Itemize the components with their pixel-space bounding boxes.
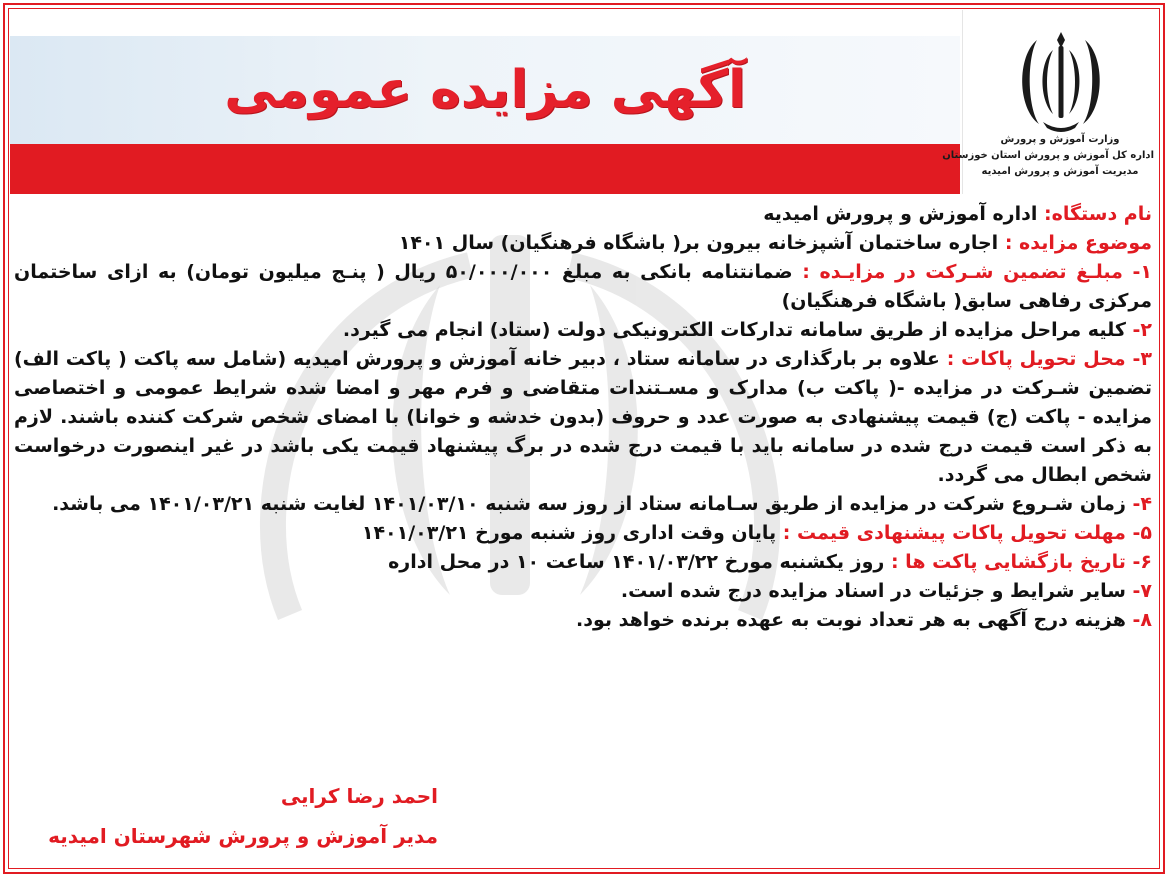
agency-line	[14, 200, 1152, 229]
page-title: آگهی مزایده عمومی	[224, 60, 746, 120]
item-1-value: ضمانتنامه بانکی به مبلغ ۵۰/۰۰۰/۰۰۰ ریال ( پنـج میلیون تومان) به ازای ساختمان مرکزی رفاهی سابق( باشگاه فرهنگیان)	[14, 261, 1152, 312]
item-5	[14, 519, 1152, 548]
directorate-line: اداره کل آموزش و پرورش استان خوزستان	[942, 150, 1154, 161]
item-8-label: ۸-	[1132, 609, 1152, 631]
signer-title: مدیر آموزش و پرورش شهرستان امیدیه	[48, 824, 438, 848]
item-2-value: کلیه مراحل مزایده از طریق سامانه تدارکات الکترونیکی دولت (ستاد) انجام می گیرد.	[342, 319, 1133, 341]
item-8-value: هزینه درج آگهی به هر تعداد نوبت به عهده برنده خواهد بود.	[576, 609, 1133, 631]
item-7-value: سایر شرایط و جزئیات در اسناد مزایده درج شده است.	[620, 580, 1133, 602]
subject-value: اجاره ساختمان آشپزخانه بیرون بر( باشگاه فرهنگیان) سال ۱۴۰۱	[398, 232, 1005, 254]
item-2	[14, 316, 1152, 345]
item-5-label: ۵- مهلت تحویل پاکات پیشنهادی قیمت :	[782, 522, 1152, 544]
item-3-label: ۳- محل تحویل پاکات :	[946, 348, 1152, 370]
ministry-line: وزارت آموزش و پرورش	[1000, 134, 1120, 145]
notice-body	[14, 200, 1152, 635]
signer-name: احمد رضا کرایی	[280, 784, 438, 808]
item-7-label: ۷-	[1132, 580, 1152, 602]
item-3	[14, 345, 1152, 490]
office-line: مدیریت آموزش و پرورش امیدیه	[981, 166, 1139, 177]
item-4	[14, 490, 1152, 519]
ministry-caption	[942, 132, 1154, 180]
header-red-band	[10, 144, 960, 194]
item-5-value: پایان وقت اداری روز شنبه مورخ ۱۴۰۱/۰۳/۲۱	[361, 522, 783, 544]
item-8	[14, 606, 1152, 635]
item-2-label: ۲-	[1132, 319, 1152, 341]
agency-label: نام دستگاه:	[1044, 203, 1152, 225]
header-top-strip	[10, 10, 960, 36]
agency-value: اداره آموزش و پرورش امیدیه	[763, 203, 1044, 225]
item-6-value: روز یکشنبه مورخ ۱۴۰۱/۰۳/۲۲ ساعت ۱۰ در محل اداره	[388, 551, 891, 573]
item-1-label: ۱- مبلـغ تضمین شـرکت در مزایـده :	[802, 261, 1152, 283]
item-6	[14, 548, 1152, 577]
item-6-label: ۶- تاریخ بازگشایی پاکت ها :	[890, 551, 1152, 573]
item-7	[14, 577, 1152, 606]
subject-line	[14, 229, 1152, 258]
signature-block	[18, 776, 438, 856]
item-4-value: زمان شـروع شرکت در مزایده از طریق سـامانه ستاد از روز سه شنبه ۱۴۰۱/۰۳/۱۰ لغایت شنبه ۱۴۰۱/۰۳/۲۱ می باشد.	[52, 493, 1133, 515]
item-1	[14, 258, 1152, 316]
iran-emblem-icon	[1013, 26, 1109, 136]
item-3-value: علاوه بر بارگذاری در سامانه ستاد ، دبیر خانه آموزش و پرورش امیدیه (شامل سه پاکت ( پاکت الف) تضمین شـرکت در مزایده -( پاکت ب) مدارک و مسـتندات متقاضی و فرم مهر و امضا شده شرایط عمومی و اختصاصی مزایده - پاکت (ج) قیمت پیشنهادی به صورت عدد و حروف (بدون خدشه و خوانا) با امضای شخص شرکت کننده باشند. لازم به ذکر است قیمت درج شده در سامانه باید با قیمت درج شده در برگ پیشنهاد قیمت یکی باشد در غیر اینصورت درخواست شخص ابطال می گردد.	[14, 348, 1152, 486]
item-4-label: ۴-	[1132, 493, 1152, 515]
subject-label: موضوع مزایده :	[1004, 232, 1152, 254]
